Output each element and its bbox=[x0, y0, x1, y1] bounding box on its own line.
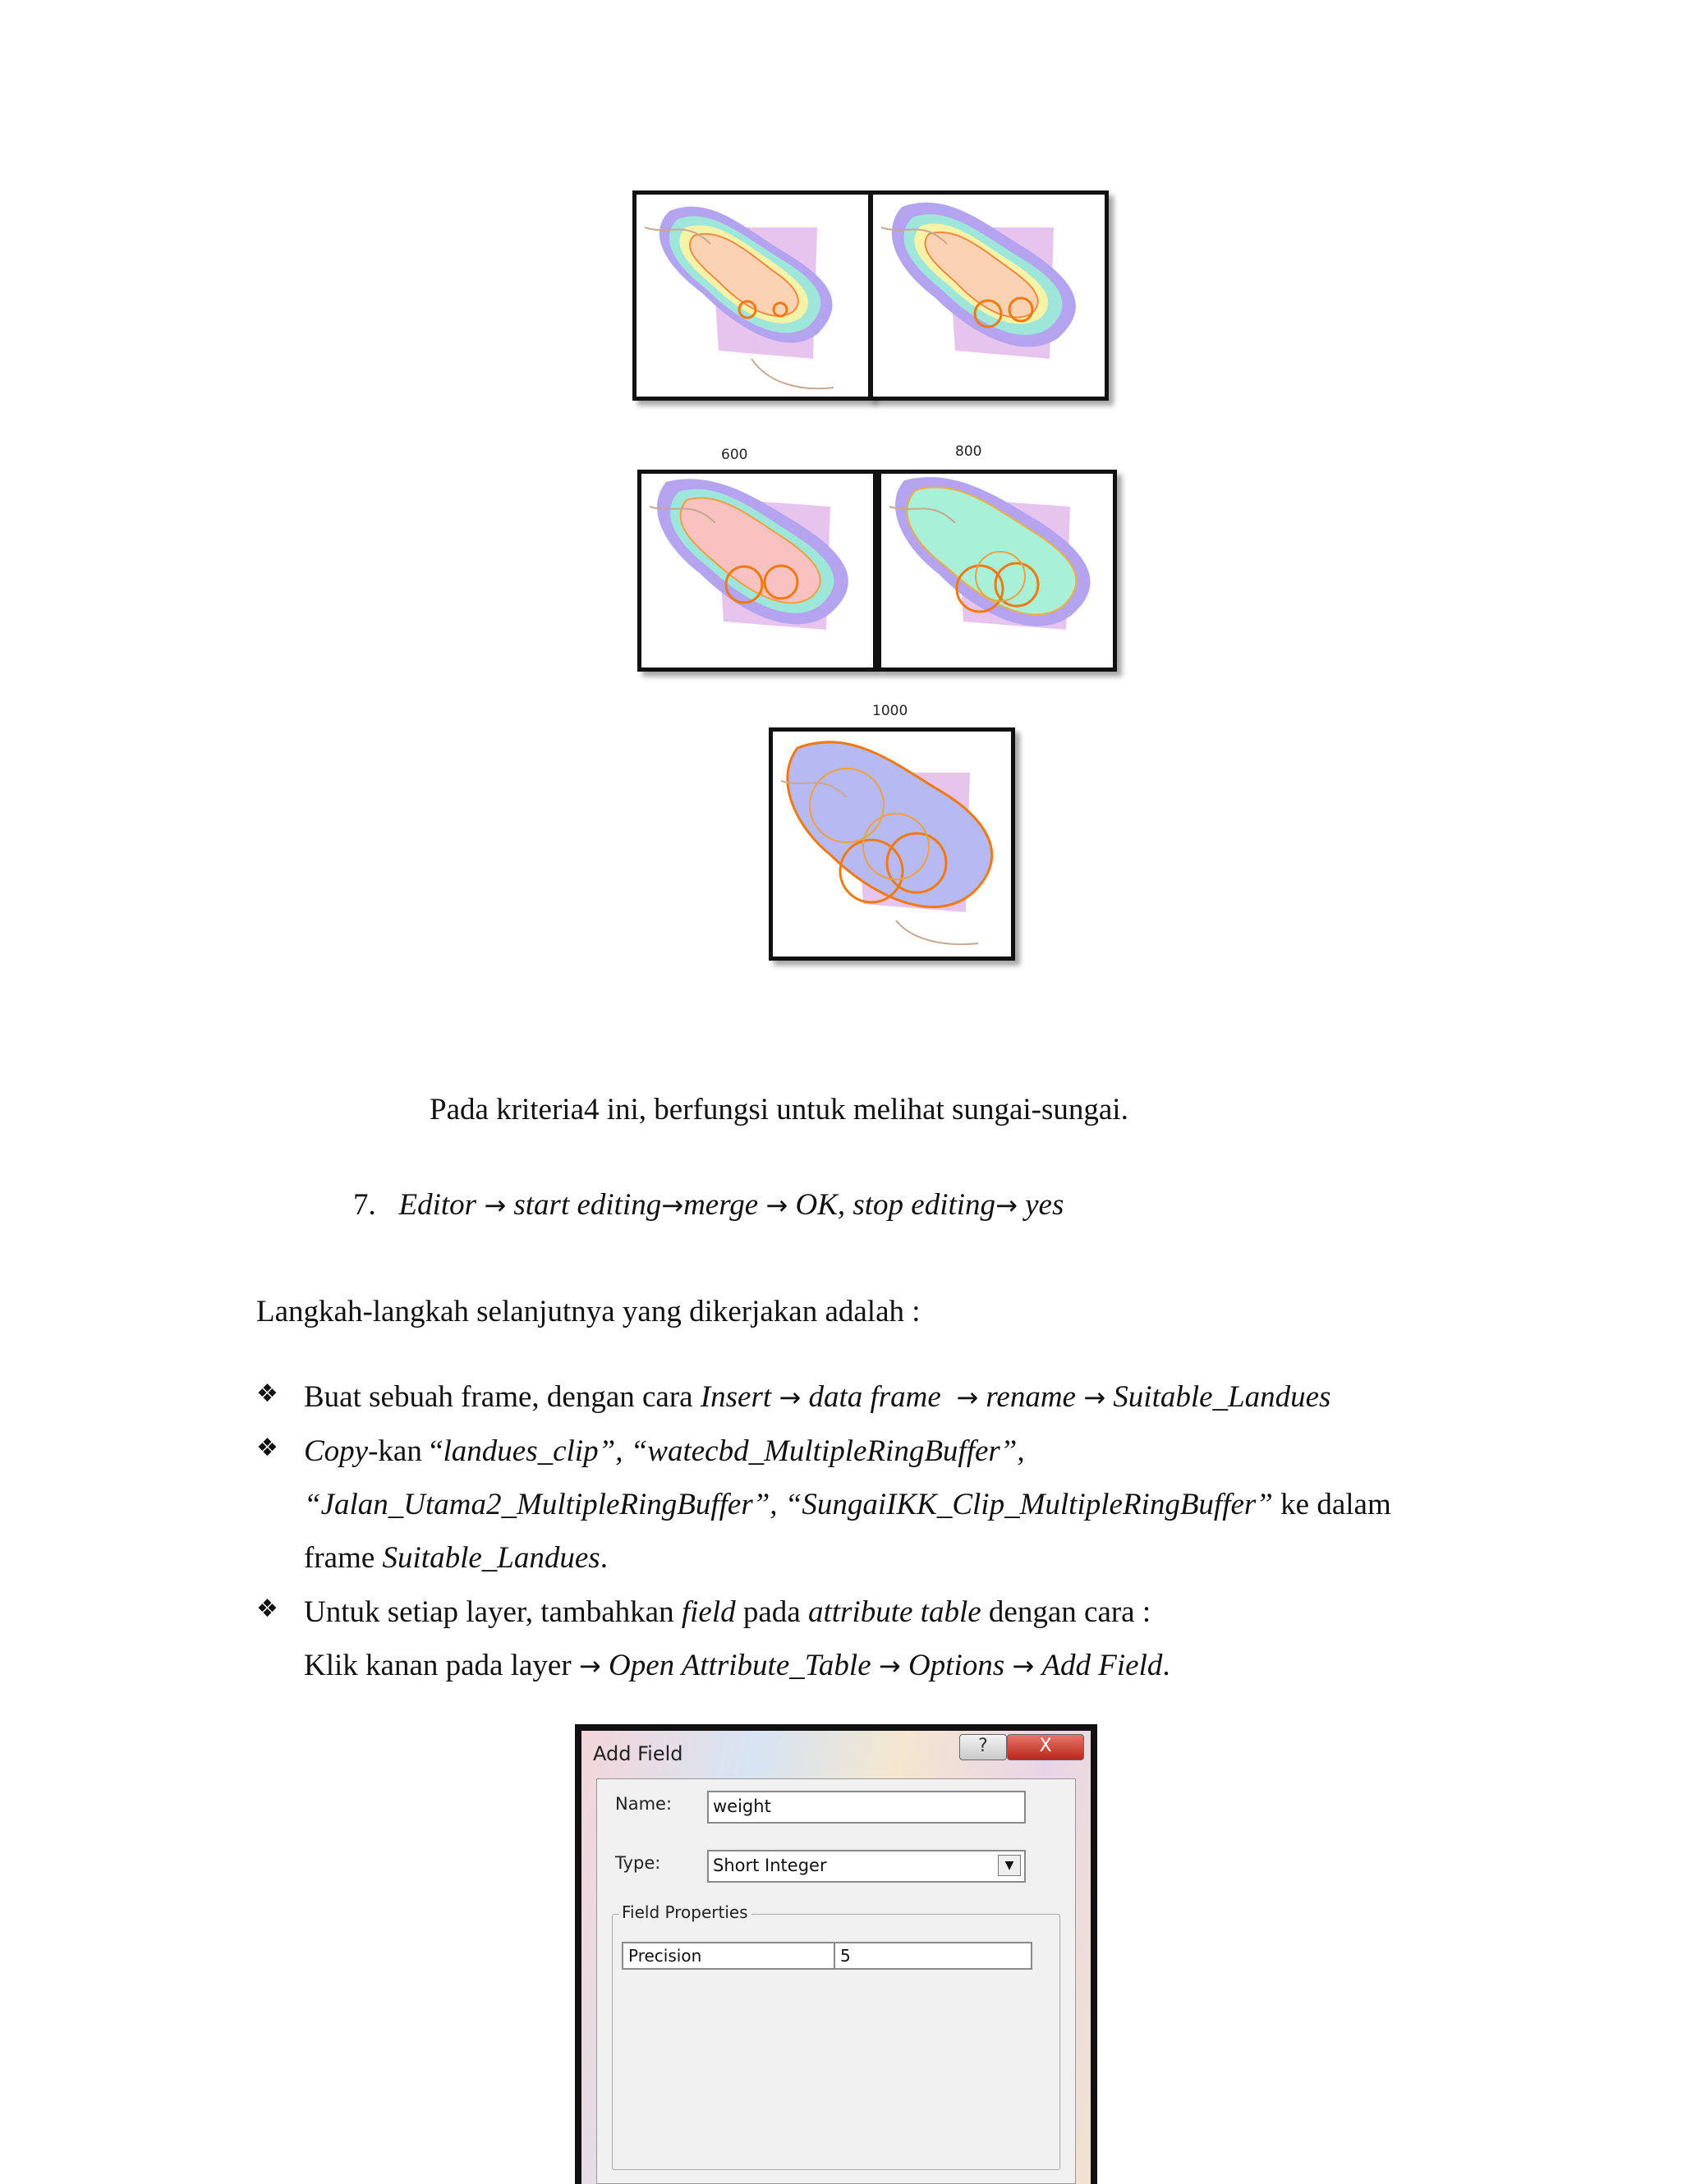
bullet-3-end: . bbox=[1162, 1649, 1170, 1682]
panel-label-1000: 1000 bbox=[872, 703, 908, 719]
precision-field[interactable]: 5 bbox=[834, 1943, 851, 1968]
buffer-map-600 bbox=[637, 470, 877, 672]
arrow-icon: → bbox=[956, 1382, 979, 1413]
buffer-map-600-graphic bbox=[641, 474, 873, 668]
step-yes: yes bbox=[1025, 1188, 1064, 1222]
bullet-3-t2: pada bbox=[735, 1595, 808, 1629]
arrow-icon: → bbox=[484, 1190, 507, 1221]
buffer-map-200 bbox=[632, 190, 872, 401]
bullet-3-open: Open Attribute_Table bbox=[608, 1649, 871, 1682]
arrow-icon: → bbox=[1012, 1650, 1035, 1682]
bullet-2-kan: -kan “ bbox=[368, 1434, 443, 1468]
bullet-1-data-frame: data frame bbox=[808, 1380, 941, 1414]
bullet-2-line-3 bbox=[304, 1539, 608, 1578]
bullet-2-line-2 bbox=[304, 1485, 1391, 1525]
bullet-1 bbox=[304, 1378, 1330, 1417]
panel-label-800: 800 bbox=[955, 443, 982, 460]
buffer-map-200-graphic bbox=[636, 195, 868, 397]
bullet-3-line-2 bbox=[304, 1646, 1170, 1686]
bullet-3-attr: attribute table bbox=[807, 1595, 981, 1629]
buffer-map-400 bbox=[869, 190, 1109, 401]
precision-row bbox=[622, 1942, 1032, 1970]
bullet-2-suitable: Suitable_Landues bbox=[382, 1541, 600, 1575]
arrow-icon: → bbox=[995, 1190, 1018, 1221]
type-label: Type: bbox=[615, 1853, 661, 1873]
bullet-icon: ❖ bbox=[256, 1379, 278, 1408]
step-ok-stop: OK, stop editing bbox=[795, 1188, 996, 1222]
buffer-map-1000-graphic bbox=[773, 732, 1011, 957]
step-start-editing: start editing bbox=[513, 1188, 662, 1222]
bullet-3-field: field bbox=[681, 1595, 736, 1629]
bullet-1-suitable: Suitable_Landues bbox=[1113, 1380, 1331, 1414]
step-merge: merge bbox=[683, 1188, 759, 1222]
bullet-2-line-1-rest: landues_clip”, “watecbd_MultipleRingBuffer”, bbox=[443, 1434, 1025, 1468]
bullet-2-ke-dalam: ke dalam bbox=[1272, 1488, 1391, 1521]
arrow-icon: → bbox=[578, 1650, 601, 1682]
bullet-icon: ❖ bbox=[256, 1434, 278, 1462]
precision-label: Precision bbox=[628, 1946, 702, 1966]
add-field-dialog bbox=[575, 1724, 1097, 2184]
buffer-map-800 bbox=[877, 470, 1117, 672]
bullet-icon: ❖ bbox=[256, 1594, 278, 1623]
bullet-3-options: Options bbox=[908, 1649, 1005, 1682]
bullet-2-layers: “Jalan_Utama2_MultipleRingBuffer”, “SungaiIKK_Clip_MultipleRingBuffer” bbox=[304, 1488, 1273, 1521]
buffer-map-1000 bbox=[769, 727, 1015, 961]
arrow-icon: → bbox=[1083, 1382, 1106, 1413]
bullet-3-klik: Klik kanan pada layer bbox=[304, 1649, 579, 1682]
bullet-2-frame: frame bbox=[304, 1541, 383, 1575]
arrow-icon: → bbox=[661, 1190, 684, 1221]
buffer-map-800-graphic bbox=[881, 474, 1113, 668]
dialog-title: Add Field bbox=[593, 1742, 683, 1765]
name-field[interactable]: weight bbox=[707, 1791, 1026, 1824]
step-7 bbox=[353, 1186, 1064, 1225]
bullet-3-add: Add Field bbox=[1041, 1649, 1163, 1682]
field-properties-title: Field Properties bbox=[618, 1902, 751, 1922]
arrow-icon: → bbox=[878, 1650, 901, 1682]
bullet-2-period: . bbox=[600, 1541, 608, 1575]
bullet-2-copy: Copy bbox=[304, 1434, 369, 1468]
bullet-2-line-1 bbox=[304, 1432, 1025, 1471]
dialog-frame bbox=[581, 1731, 1091, 2184]
bullet-1-text: Buat sebuah frame, dengan cara bbox=[304, 1380, 701, 1414]
bullet-3-t3: dengan cara : bbox=[981, 1595, 1151, 1629]
bullet-3-t1: Untuk setiap layer, tambahkan bbox=[304, 1595, 682, 1629]
name-label: Name: bbox=[615, 1794, 673, 1814]
buffer-map-400-graphic bbox=[873, 195, 1105, 397]
help-button[interactable]: ? bbox=[959, 1734, 1007, 1760]
step-editor: Editor bbox=[398, 1188, 477, 1222]
step-number: 7. bbox=[353, 1188, 376, 1222]
close-button[interactable]: X bbox=[1007, 1734, 1084, 1760]
intro-text: Langkah-langkah selanjutnya yang dikerjakan adalah : bbox=[256, 1295, 921, 1328]
type-select[interactable] bbox=[707, 1850, 1026, 1883]
caption-text: Pada kriteria4 ini, berfungsi untuk melihat sungai-sungai. bbox=[430, 1093, 1128, 1126]
panel-label-600: 600 bbox=[721, 447, 748, 463]
bullet-1-insert: Insert bbox=[700, 1380, 772, 1414]
dialog-body bbox=[596, 1778, 1076, 2184]
type-select-value: Short Integer bbox=[713, 1856, 827, 1875]
bullet-1-rename: rename bbox=[986, 1380, 1076, 1414]
bullet-3-line-1 bbox=[304, 1593, 1151, 1632]
arrow-icon: → bbox=[779, 1382, 802, 1413]
chevron-down-icon[interactable]: ▼ bbox=[998, 1855, 1021, 1876]
arrow-icon: → bbox=[765, 1190, 788, 1221]
